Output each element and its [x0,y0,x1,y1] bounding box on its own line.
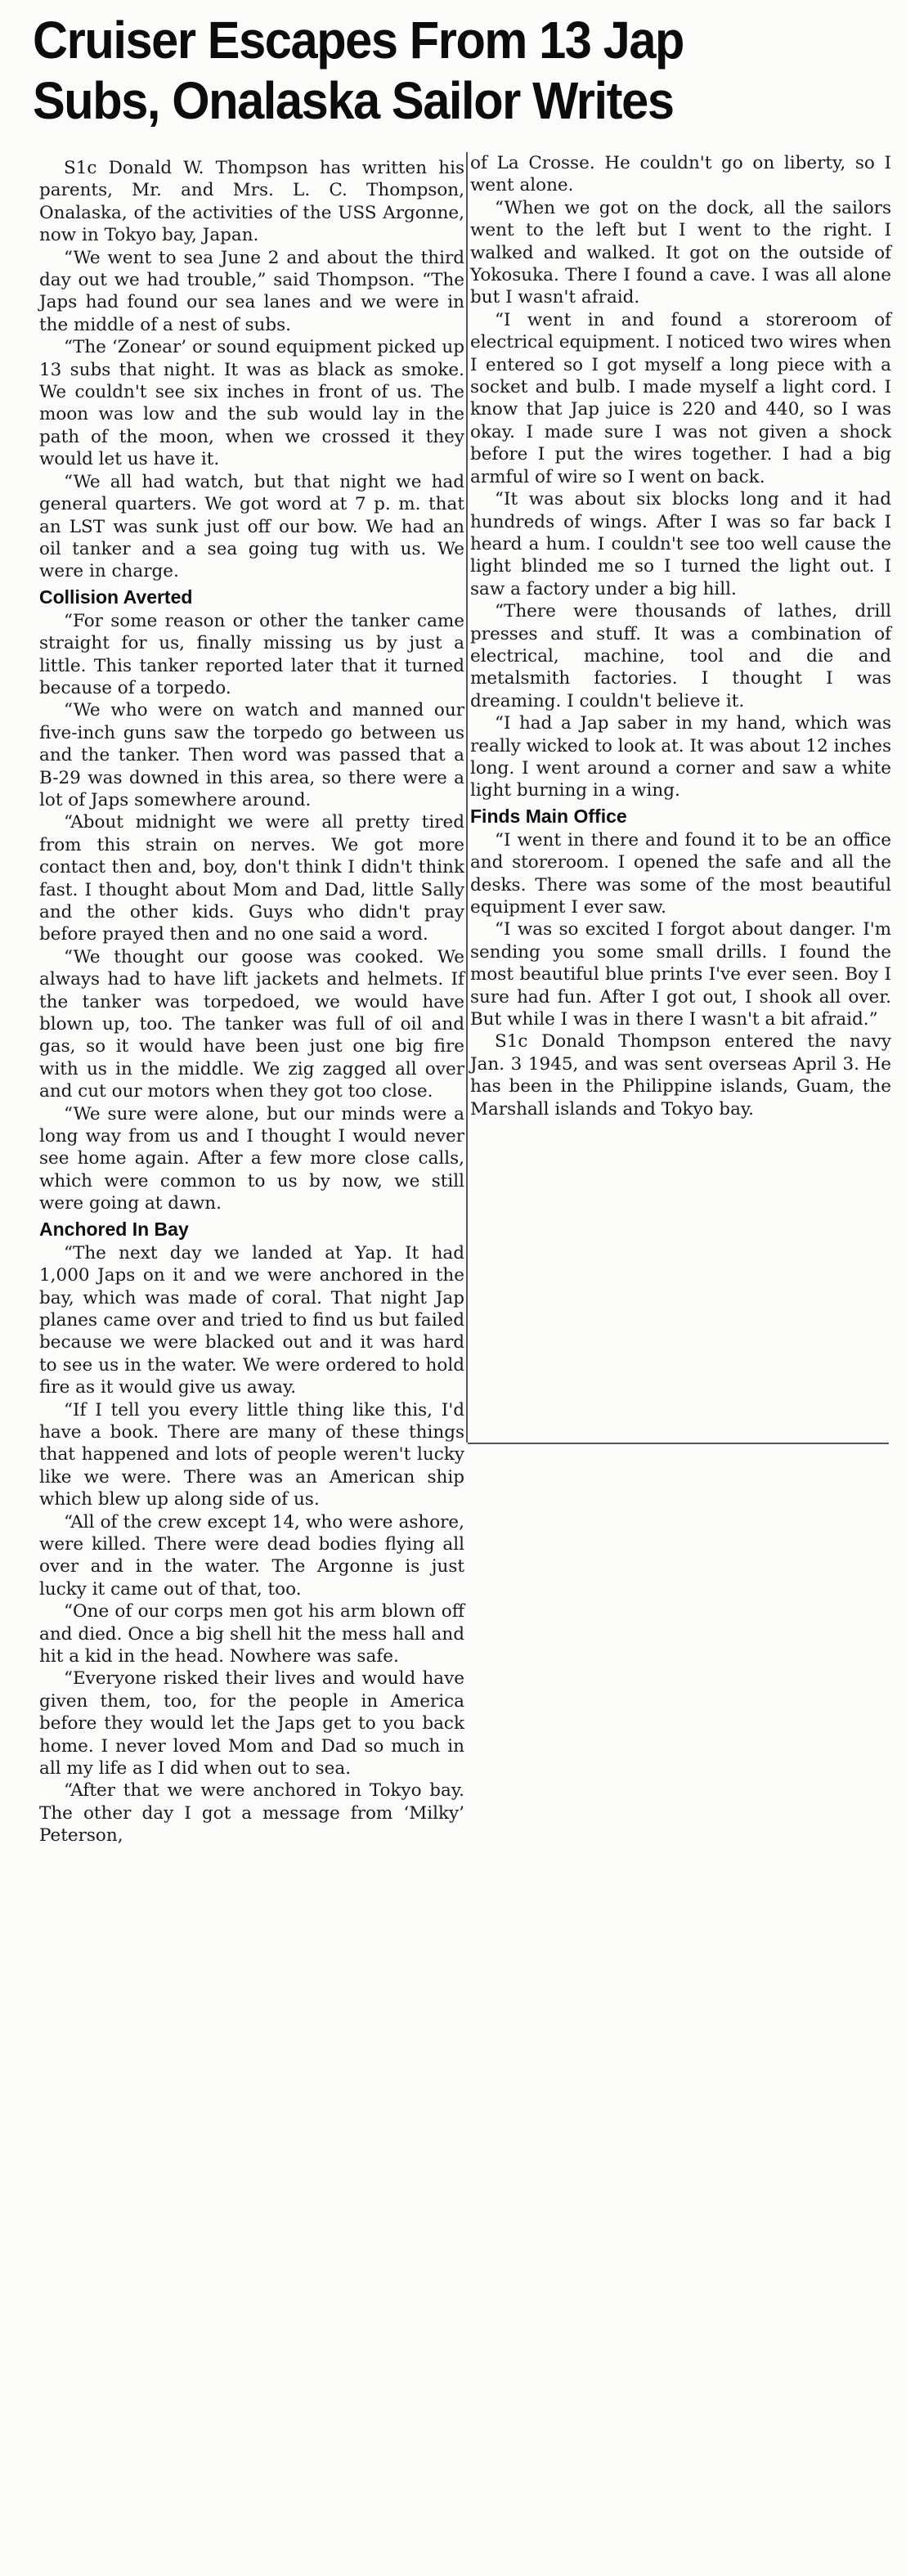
paragraph: “All of the crew except 14, who were ashore, were killed. There were dead bodies flying all over and in the water. The Argonne is just lucky it came out of that, too. [39,1511,464,1600]
headline [33,10,823,131]
paragraph: “About midnight we were all pretty tired from this strain on nerves. We got more contact then and, boy, don't think I didn't think fast. I thought about Mom and Dad, little Sally and the other kids. Guys who didn't pray before prayed then and no one said a word. [39,812,464,945]
paragraph: “When we got on the dock, all the sailors went to the left but I went to the right. I walked and walked. It got on the outside of Yokosuka. There I found a cave. I was all alone but I wasn't afraid. [470,197,891,308]
headline-line-2: Subs, Onalaska Sailor Writes [33,71,674,130]
paragraph: “I went in and found a storeroom of electrical equipment. I noticed two wires when I entered so I got myself a long piece with a socket and bulb. I made myself a light cord. I know that Jap juice is 220 and 440, so I was okay. I made sure I was not given a shock before I put the wires together. I had a big armful of wire so I went on back. [470,309,891,487]
paragraph: “If I tell you every little thing like this, I'd have a book. There are many of these things that happened and lots of people weren't lucky like we were. There was an American ship which blew up along side of us. [39,1399,464,1510]
headline-line-1: Cruiser Escapes From 13 Jap [33,11,684,70]
subhead-collision-averted: Collision Averted [39,586,193,608]
paragraph: S1c Donald W. Thompson has written his parents, Mr. and Mrs. L. C. Thompson, Onalaska, of the activities of the USS Argonne, now in Tokyo bay, Japan. [39,158,464,246]
paragraph: “There were thousands of lathes, drill presses and stuff. It was a combination of electrical, machine, tool and die and metalsmith factories. I thought I was dreaming. I couldn't believe it. [470,601,891,711]
paragraph: “We all had watch, but that night we had general quarters. We got word at 7 p. m. that an LST was sunk just off our bow. We had an oil tanker and a sea going tug with us. We were in charge. [39,471,464,582]
paragraph: “For some reason or other the tanker came straight for us, finally missing us by just a little. This tanker reported later that it turned because of a torpedo. [39,610,464,698]
paragraph: “We sure were alone, but our minds were a long way from us and I thought I would never see home again. After a few more close calls, which were common to us by now, we still were going at dawn. [39,1103,464,1214]
paragraph: “We thought our goose was cooked. We always had to have lift jackets and helmets. If the tanker was torpedoed, we would have blown up, too. The tanker was full of oil and gas, so it would have been just one big fire with us in the middle. We zig zagged all over and cut our motors when they got too close. [39,946,464,1102]
paragraph: “We who were on watch and manned our five-inch guns saw the torpedo go between us and the tanker. Then word was passed that a B-29 was downed in this area, so there were a lot of Japs somewhere around. [39,700,464,810]
article-column-right [470,152,891,1120]
article-column-left [39,157,464,1847]
paragraph: “I had a Jap saber in my hand, which was really wicked to look at. It was about 12 inches long. I went around a corner and saw a white light burning in a wing. [470,713,891,801]
subhead-finds-main-office: Finds Main Office [470,805,627,827]
column-rule [466,152,468,1443]
paragraph: “We went to sea June 2 and about the third day out we had trouble,” said Thompson. “The Japs had found our sea lanes and we were in the middle of a nest of subs. [39,247,464,335]
paragraph: “I was so excited I forgot about danger. I'm sending you some small drills. I found the most beautiful blue prints I've ever seen. Boy I sure had fun. After I got out, I shook all over. But while I was in there I wasn't a bit afraid.” [470,919,891,1030]
paragraph: “Everyone risked their lives and would have given them, too, for the people in America before they would let the Japs get to you back home. I never loved Mom and Dad so much in all my life as I did when out to sea. [39,1668,464,1779]
paragraph: “The next day we landed at Yap. It had 1,000 Japs on it and we were anchored in the bay, which was made of coral. That night Jap planes came over and tried to find us but failed because we were blacked out and it was hard to see us in the water. We were ordered to hold fire as it would give us away. [39,1242,464,1398]
subhead-anchored-in-bay: Anchored In Bay [39,1218,189,1240]
paragraph: “After that we were anchored in Tokyo bay. The other day I got a message from ‘Milky’ Peterson, [39,1780,464,1847]
column-end-rule [468,1443,889,1444]
paragraph: “It was about six blocks long and it had hundreds of wings. After I was so far back I heard a hum. I couldn't see too well cause the light blinded me so I turned the light out. I saw a factory under a big hill. [470,489,891,599]
paragraph: S1c Donald Thompson entered the navy Jan. 3 1945, and was sent overseas April 3. He has been in the Philippine islands, Guam, the Marshall islands and Tokyo bay. [470,1031,891,1120]
paragraph: “I went in there and found it to be an office and storeroom. I opened the safe and all the desks. There was some of the most beautiful equipment I ever saw. [470,829,891,918]
paragraph: of La Crosse. He couldn't go on liberty, so I went alone. [470,153,891,196]
paragraph: “One of our corps men got his arm blown off and died. Once a big shell hit the mess hall and hit a kid in the head. Nowhere was safe. [39,1601,464,1667]
paragraph: “The ‘Zonear’ or sound equipment picked up 13 subs that night. It was as black as smoke. We couldn't see six inches in front of us. The moon was low and the sub would lay in the path of the moon, when we crossed it they would let us have it. [39,337,464,470]
